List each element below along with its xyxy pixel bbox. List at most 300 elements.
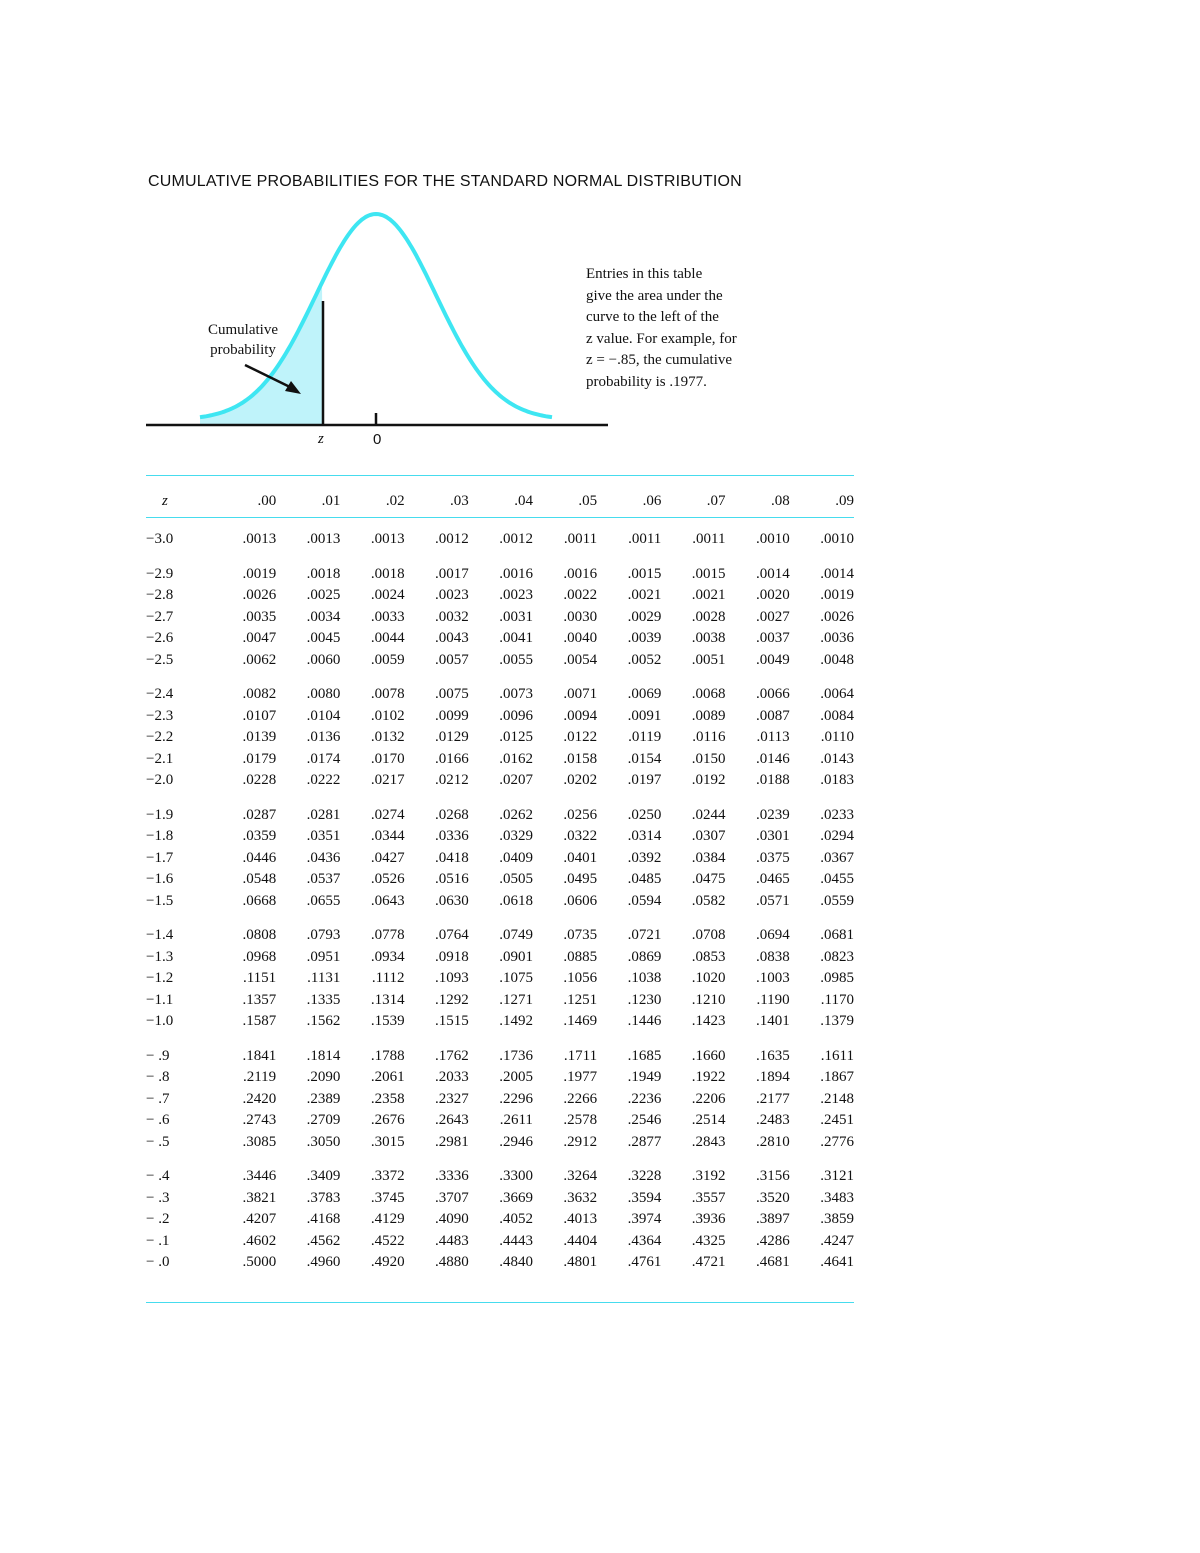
- probability-cell: .2119: [242, 1069, 277, 1086]
- probability-cell: .0023: [499, 587, 533, 604]
- probability-cell: .0268: [435, 806, 469, 823]
- probability-cell: .0025: [306, 587, 341, 604]
- probability-cell: .2743: [242, 1112, 277, 1129]
- probability-cell: .4801: [563, 1254, 598, 1271]
- probability-cell: .4920: [370, 1254, 405, 1271]
- table-row: [146, 925, 854, 947]
- probability-cell: .0010: [820, 531, 854, 548]
- note-line: Entries in this table: [586, 266, 703, 282]
- note-line: z = −.85, the cumulative: [586, 352, 733, 368]
- table-row: [146, 848, 854, 870]
- probability-cell: .0985: [820, 970, 854, 987]
- probability-cell: .3974: [627, 1211, 662, 1228]
- probability-cell: .4483: [435, 1232, 469, 1249]
- probability-cell: .1611: [820, 1047, 854, 1064]
- probability-cell: .0094: [563, 707, 598, 724]
- probability-cell: .0047: [242, 630, 277, 647]
- probability-cell: .3264: [563, 1168, 598, 1185]
- probability-cell: .1423: [691, 1013, 726, 1030]
- probability-cell: .0162: [499, 750, 533, 767]
- probability-cell: .3015: [370, 1133, 405, 1150]
- probability-cell: .0239: [755, 806, 790, 823]
- table-row: [146, 1252, 854, 1274]
- probability-cell: .0559: [820, 892, 854, 909]
- probability-cell: .3632: [563, 1189, 598, 1206]
- z-value-cell: −2.7: [146, 608, 174, 625]
- probability-cell: .0091: [627, 707, 662, 724]
- probability-cell: .1190: [756, 991, 790, 1008]
- probability-cell: .0192: [691, 772, 726, 789]
- z-value-cell: −1.6: [146, 871, 174, 888]
- probability-cell: .4761: [627, 1254, 662, 1271]
- probability-cell: .2206: [691, 1090, 726, 1107]
- note-line: z value. For example, for: [586, 330, 737, 347]
- probability-cell: .2296: [499, 1090, 533, 1107]
- probability-cell: .0582: [691, 892, 726, 909]
- probability-cell: .3745: [370, 1189, 405, 1206]
- probability-cell: .1492: [499, 1013, 533, 1030]
- z-table: [146, 486, 854, 1274]
- probability-cell: .3557: [691, 1189, 726, 1206]
- probability-cell: .0708: [691, 927, 726, 944]
- probability-cell: .0359: [242, 828, 277, 845]
- probability-cell: .0054: [563, 651, 598, 668]
- probability-cell: .0136: [306, 729, 341, 746]
- probability-cell: .2266: [563, 1090, 598, 1107]
- probability-cell: .3520: [755, 1189, 790, 1206]
- probability-cell: .0968: [242, 948, 277, 965]
- probability-cell: .0384: [691, 849, 726, 866]
- table-row: [146, 1011, 854, 1033]
- probability-cell: .1814: [306, 1047, 341, 1064]
- probability-cell: .0012: [435, 531, 469, 548]
- probability-cell: .1112: [371, 970, 405, 987]
- probability-cell: .0901: [499, 948, 533, 965]
- probability-cell: .3300: [499, 1168, 533, 1185]
- probability-cell: .0107: [242, 707, 277, 724]
- probability-cell: .2389: [306, 1090, 341, 1107]
- probability-cell: .1335: [306, 991, 341, 1008]
- probability-cell: .2420: [242, 1090, 277, 1107]
- probability-cell: .0212: [435, 772, 469, 789]
- probability-cell: .3821: [242, 1189, 277, 1206]
- probability-cell: .0244: [691, 806, 726, 823]
- probability-cell: .4641: [820, 1254, 854, 1271]
- table-row: [146, 1067, 854, 1089]
- table-row: [146, 826, 854, 848]
- probability-cell: .2709: [306, 1112, 341, 1129]
- probability-cell: .1271: [499, 991, 533, 1008]
- probability-cell: .3409: [306, 1168, 341, 1185]
- probability-cell: .3156: [755, 1168, 790, 1185]
- cumulative-probability-label: [198, 320, 288, 360]
- z-value-cell: −2.2: [146, 729, 174, 746]
- group-spacer: [146, 1153, 854, 1166]
- probability-cell: .1093: [435, 970, 469, 987]
- probability-cell: .0287: [242, 806, 277, 823]
- probability-cell: .0043: [435, 630, 469, 647]
- z-value-cell: − .3: [146, 1189, 170, 1206]
- probability-cell: .0132: [370, 729, 405, 746]
- probability-cell: .0455: [820, 871, 854, 888]
- probability-cell: .1038: [627, 970, 662, 987]
- z-value-cell: −2.4: [146, 686, 174, 703]
- probability-cell: .2546: [627, 1112, 662, 1129]
- probability-cell: .0314: [627, 828, 662, 845]
- probability-cell: .0017: [435, 565, 469, 582]
- probability-cell: .0764: [435, 927, 469, 944]
- probability-cell: .0336: [435, 828, 469, 845]
- probability-cell: .0036: [820, 630, 854, 647]
- probability-cell: .2981: [435, 1133, 469, 1150]
- probability-cell: .0032: [435, 608, 469, 625]
- probability-cell: .0057: [435, 651, 469, 668]
- probability-cell: .0281: [306, 806, 341, 823]
- probability-cell: .0011: [563, 531, 598, 548]
- probability-cell: .1711: [563, 1047, 598, 1064]
- probability-cell: .0022: [563, 587, 598, 604]
- probability-cell: .0052: [627, 651, 662, 668]
- z-value-cell: −1.3: [146, 948, 174, 965]
- probability-cell: .1446: [627, 1013, 662, 1030]
- probability-cell: .0119: [628, 729, 662, 746]
- probability-cell: .0294: [820, 828, 854, 845]
- header-cell: .02: [385, 492, 405, 509]
- probability-cell: .3483: [820, 1189, 854, 1206]
- probability-cell: .1251: [563, 991, 598, 1008]
- probability-cell: .2912: [563, 1133, 598, 1150]
- cumulative-label-line1: Cumulative: [208, 322, 278, 338]
- probability-cell: .0808: [242, 927, 277, 944]
- probability-cell: .0183: [820, 772, 854, 789]
- probability-cell: .0020: [755, 587, 790, 604]
- probability-cell: .0537: [306, 871, 341, 888]
- probability-cell: .3707: [435, 1189, 469, 1206]
- probability-cell: .2810: [755, 1133, 790, 1150]
- table-row: [146, 968, 854, 990]
- table-row: [146, 1046, 854, 1068]
- probability-cell: .0110: [820, 729, 854, 746]
- probability-cell: .0129: [435, 729, 469, 746]
- probability-cell: .1210: [691, 991, 726, 1008]
- probability-cell: .0033: [370, 608, 405, 625]
- probability-cell: .2514: [691, 1112, 726, 1129]
- probability-cell: .0082: [242, 686, 277, 703]
- probability-cell: .0028: [691, 608, 726, 625]
- table-row: [146, 706, 854, 728]
- probability-cell: .3859: [820, 1211, 854, 1228]
- probability-cell: .0021: [691, 587, 726, 604]
- header-cell: .08: [770, 492, 790, 509]
- probability-cell: .0505: [499, 871, 533, 888]
- probability-cell: .0084: [820, 707, 854, 724]
- header-cell: .04: [514, 492, 533, 509]
- probability-cell: .1357: [242, 991, 277, 1008]
- probability-cell: .0436: [306, 849, 341, 866]
- probability-cell: .0122: [563, 729, 598, 746]
- probability-cell: .0038: [691, 630, 726, 647]
- probability-cell: .2148: [820, 1090, 854, 1107]
- table-row: [146, 1166, 854, 1188]
- probability-cell: .0516: [435, 871, 469, 888]
- probability-cell: .4364: [627, 1232, 662, 1249]
- probability-cell: .0793: [306, 927, 341, 944]
- probability-cell: .1230: [627, 991, 662, 1008]
- probability-cell: .4286: [755, 1232, 790, 1249]
- probability-cell: .1170: [820, 991, 854, 1008]
- probability-cell: .1949: [627, 1069, 662, 1086]
- probability-cell: .0026: [820, 608, 854, 625]
- group-spacer: [146, 912, 854, 925]
- header-cell: .01: [321, 492, 341, 509]
- probability-cell: .0301: [755, 828, 790, 845]
- probability-cell: .0018: [306, 565, 341, 582]
- probability-cell: .0630: [435, 892, 469, 909]
- table-row: [146, 607, 854, 629]
- probability-cell: .0071: [563, 686, 598, 703]
- probability-cell: .0064: [820, 686, 854, 703]
- probability-cell: .0055: [499, 651, 533, 668]
- probability-cell: .2236: [627, 1090, 662, 1107]
- probability-cell: .0197: [627, 772, 662, 789]
- probability-cell: .0016: [499, 565, 533, 582]
- probability-cell: .0014: [820, 565, 854, 582]
- probability-cell: .0465: [755, 871, 790, 888]
- probability-cell: .1151: [242, 970, 277, 987]
- probability-cell: .3228: [627, 1168, 662, 1185]
- probability-cell: .0694: [755, 927, 790, 944]
- probability-cell: .0446: [242, 849, 277, 866]
- probability-cell: .0228: [242, 772, 277, 789]
- probability-cell: .0075: [435, 686, 469, 703]
- table-row: [146, 1132, 854, 1154]
- probability-cell: .0392: [627, 849, 662, 866]
- probability-cell: .0027: [755, 608, 790, 625]
- probability-cell: .4681: [755, 1254, 790, 1271]
- z-value-cell: − .7: [146, 1090, 170, 1107]
- probability-cell: .2177: [755, 1090, 790, 1107]
- probability-cell: .0034: [306, 608, 341, 625]
- probability-cell: .0329: [499, 828, 533, 845]
- probability-cell: .4129: [370, 1211, 405, 1228]
- probability-cell: .4013: [563, 1211, 598, 1228]
- probability-cell: .0222: [306, 772, 341, 789]
- probability-cell: .0049: [755, 651, 790, 668]
- probability-cell: .0262: [499, 806, 533, 823]
- probability-cell: .0013: [370, 531, 405, 548]
- probability-cell: .1660: [691, 1047, 726, 1064]
- probability-cell: .0344: [370, 828, 405, 845]
- z-value-cell: − .4: [146, 1168, 170, 1185]
- z-value-cell: − .8: [146, 1069, 170, 1086]
- probability-cell: .2451: [820, 1112, 854, 1129]
- probability-cell: .1977: [563, 1069, 598, 1086]
- header-cell: .00: [257, 492, 277, 509]
- bell-curve: [200, 214, 552, 417]
- probability-cell: .0721: [627, 927, 662, 944]
- probability-cell: .0495: [563, 871, 598, 888]
- table-row: [146, 684, 854, 706]
- probability-cell: .0011: [628, 531, 662, 548]
- probability-cell: .4522: [370, 1232, 405, 1249]
- probability-cell: .0526: [370, 871, 405, 888]
- probability-cell: .1292: [435, 991, 469, 1008]
- probability-cell: .0668: [242, 892, 277, 909]
- probability-cell: .0069: [627, 686, 662, 703]
- probability-cell: .0015: [627, 565, 662, 582]
- table-row: [146, 727, 854, 749]
- table-row: [146, 1231, 854, 1253]
- probability-cell: .1635: [755, 1047, 790, 1064]
- probability-cell: .0401: [563, 849, 598, 866]
- probability-cell: .0048: [820, 651, 854, 668]
- probability-cell: .2327: [435, 1090, 469, 1107]
- z-value-cell: − .6: [146, 1112, 170, 1129]
- group-spacer: [146, 1033, 854, 1046]
- probability-cell: .3594: [627, 1189, 662, 1206]
- probability-cell: .0012: [499, 531, 533, 548]
- table-row: [146, 1188, 854, 1210]
- table-row: [146, 805, 854, 827]
- probability-cell: .0274: [370, 806, 405, 823]
- probability-cell: .0233: [820, 806, 854, 823]
- table-row: [146, 1209, 854, 1231]
- table-bottom-rule: [146, 1302, 854, 1303]
- probability-cell: .0013: [306, 531, 341, 548]
- z-value-cell: −2.0: [146, 772, 174, 789]
- z-value-cell: −1.2: [146, 970, 174, 987]
- probability-cell: .0044: [370, 630, 405, 647]
- probability-cell: .2090: [306, 1069, 341, 1086]
- probability-cell: .1515: [435, 1013, 469, 1030]
- probability-cell: .0918: [435, 948, 469, 965]
- table-row: [146, 650, 854, 672]
- probability-cell: .2611: [499, 1112, 533, 1129]
- probability-cell: .4325: [691, 1232, 726, 1249]
- probability-cell: .0207: [499, 772, 533, 789]
- probability-cell: .0869: [627, 948, 662, 965]
- probability-cell: .4602: [242, 1232, 277, 1249]
- probability-cell: .0080: [306, 686, 341, 703]
- probability-cell: .0045: [306, 630, 341, 647]
- probability-cell: .4562: [306, 1232, 341, 1249]
- probability-cell: .0375: [755, 849, 790, 866]
- probability-cell: .4090: [435, 1211, 469, 1228]
- probability-cell: .0010: [755, 531, 790, 548]
- probability-cell: .4247: [820, 1232, 854, 1249]
- table-row: [146, 1089, 854, 1111]
- probability-cell: .0427: [370, 849, 405, 866]
- z-value-cell: − .1: [146, 1232, 170, 1249]
- probability-cell: .0154: [627, 750, 662, 767]
- probability-cell: .1841: [242, 1047, 277, 1064]
- probability-cell: .0367: [820, 849, 854, 866]
- probability-cell: .1003: [755, 970, 790, 987]
- table-body: [146, 516, 854, 1274]
- probability-cell: .0037: [755, 630, 790, 647]
- probability-cell: .0059: [370, 651, 405, 668]
- probability-cell: .0823: [820, 948, 854, 965]
- probability-cell: .1020: [691, 970, 726, 987]
- probability-cell: .2643: [435, 1112, 469, 1129]
- probability-cell: .3936: [691, 1211, 726, 1228]
- group-spacer: [146, 792, 854, 805]
- table-top-rule: [146, 475, 854, 476]
- table-row: [146, 585, 854, 607]
- probability-cell: .0146: [755, 750, 790, 767]
- probability-cell: .0068: [691, 686, 726, 703]
- probability-cell: .3336: [435, 1168, 469, 1185]
- probability-cell: .0014: [755, 565, 790, 582]
- probability-cell: .2033: [435, 1069, 469, 1086]
- probability-cell: .0099: [435, 707, 469, 724]
- probability-cell: .4052: [499, 1211, 533, 1228]
- probability-cell: .1056: [563, 970, 598, 987]
- probability-cell: .0011: [692, 531, 726, 548]
- z-value-cell: − .2: [146, 1211, 170, 1228]
- probability-cell: .0073: [499, 686, 533, 703]
- probability-cell: .0013: [242, 531, 277, 548]
- probability-cell: .0934: [370, 948, 405, 965]
- probability-cell: .0096: [499, 707, 533, 724]
- table-row: [146, 529, 854, 551]
- axis-label-zero: 0: [373, 431, 382, 448]
- probability-cell: .0571: [755, 892, 790, 909]
- header-cell: .07: [706, 492, 726, 509]
- probability-cell: .2776: [820, 1133, 854, 1150]
- z-value-cell: −2.8: [146, 587, 174, 604]
- probability-cell: .0606: [563, 892, 598, 909]
- table-row: [146, 1110, 854, 1132]
- z-value-cell: −2.6: [146, 630, 174, 647]
- probability-cell: .4168: [306, 1211, 341, 1228]
- probability-cell: .2358: [370, 1090, 405, 1107]
- probability-cell: .0179: [242, 750, 277, 767]
- probability-cell: .0749: [499, 927, 533, 944]
- probability-cell: .0217: [370, 772, 405, 789]
- probability-cell: .0031: [499, 608, 533, 625]
- table-row: [146, 891, 854, 913]
- probability-cell: .1922: [691, 1069, 726, 1086]
- probability-cell: .0188: [755, 772, 790, 789]
- probability-cell: .1314: [370, 991, 405, 1008]
- z-value-cell: −2.9: [146, 565, 174, 582]
- probability-cell: .3446: [242, 1168, 277, 1185]
- table-row: [146, 770, 854, 792]
- probability-cell: .0060: [306, 651, 341, 668]
- probability-cell: .1762: [435, 1047, 469, 1064]
- probability-cell: .0078: [370, 686, 405, 703]
- probability-cell: .0202: [563, 772, 598, 789]
- probability-cell: .4840: [499, 1254, 533, 1271]
- table-row: [146, 947, 854, 969]
- probability-cell: .0026: [242, 587, 277, 604]
- explanation-note: [586, 264, 806, 393]
- header-cell: .06: [642, 492, 662, 509]
- probability-cell: .0418: [435, 849, 469, 866]
- probability-cell: .1685: [627, 1047, 662, 1064]
- probability-cell: .1894: [755, 1069, 790, 1086]
- probability-cell: .0618: [499, 892, 533, 909]
- probability-cell: .3669: [499, 1189, 533, 1206]
- probability-cell: .0024: [370, 587, 405, 604]
- probability-cell: .0250: [627, 806, 662, 823]
- probability-cell: .0951: [306, 948, 341, 965]
- probability-cell: .0023: [435, 587, 469, 604]
- z-value-cell: −2.1: [146, 750, 174, 767]
- table-row: [146, 869, 854, 891]
- probability-cell: .0029: [627, 608, 662, 625]
